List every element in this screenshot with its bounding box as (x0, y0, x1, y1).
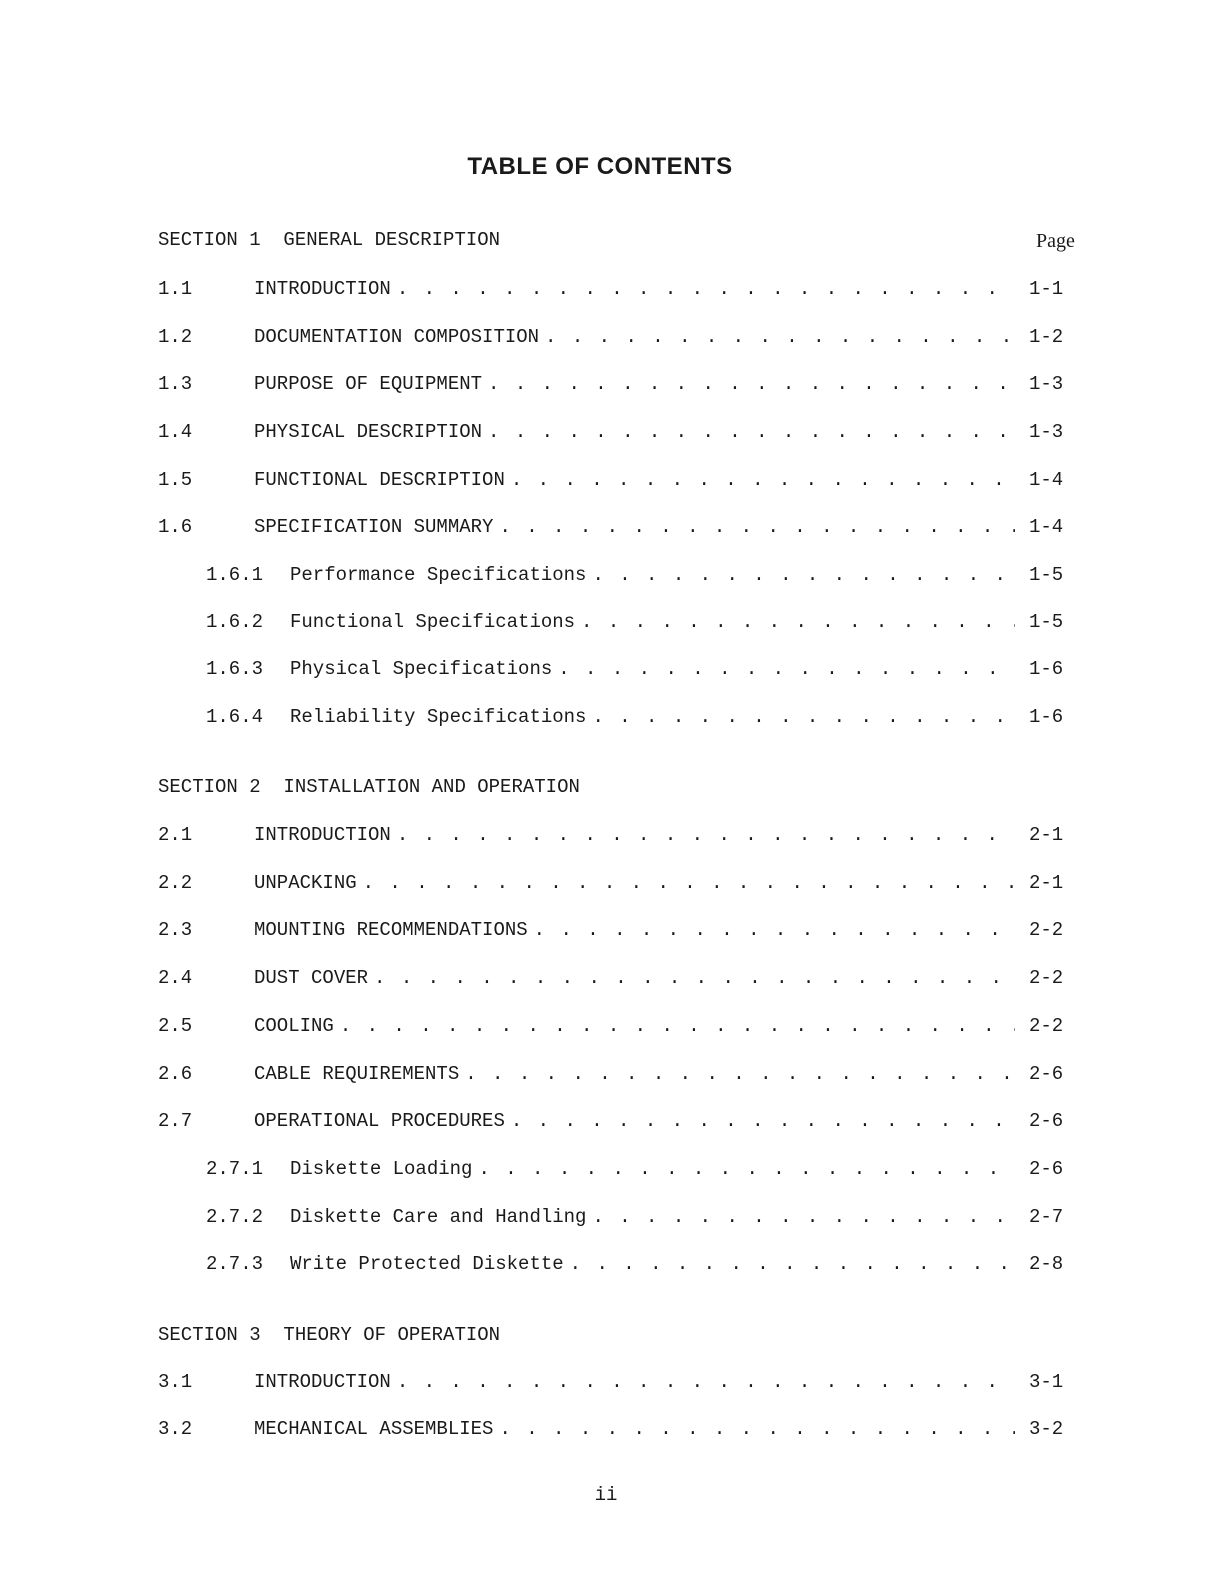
toc-subentry[interactable] (158, 607, 1073, 637)
entry-title: DOCUMENTATION COMPOSITION (254, 326, 540, 348)
entry-number: 2.7.2 (206, 1206, 264, 1228)
entry-title: Write Protected Diskette (290, 1253, 564, 1275)
dot-leader (478, 1154, 1015, 1184)
toc-entry[interactable] (158, 512, 1073, 542)
toc-subentry[interactable] (158, 1249, 1073, 1279)
entry-page: 1-5 (1029, 564, 1064, 586)
entry-page: 2-2 (1029, 919, 1064, 941)
entry-number: 2.7.3 (206, 1253, 264, 1275)
entry-title: UNPACKING (254, 872, 357, 894)
toc-entry[interactable] (158, 1367, 1073, 1397)
dot-leader (592, 560, 1015, 590)
entry-page: 1-6 (1029, 706, 1064, 728)
toc-entry[interactable] (158, 868, 1073, 898)
toc-entry[interactable] (158, 465, 1073, 495)
entry-number: 2.7 (158, 1110, 193, 1132)
entry-page: 1-6 (1029, 658, 1064, 680)
dot-leader (511, 465, 1015, 495)
entry-number: 2.4 (158, 967, 193, 989)
entry-number: 1.1 (158, 278, 193, 300)
entry-title: INTRODUCTION (254, 1371, 391, 1393)
entry-title: MOUNTING RECOMMENDATIONS (254, 919, 528, 941)
entry-number: 2.1 (158, 824, 193, 846)
entry-title: PURPOSE OF EQUIPMENT (254, 373, 483, 395)
entry-page: 1-3 (1029, 421, 1064, 443)
dot-leader (397, 1367, 1015, 1397)
entry-page: 1-4 (1029, 516, 1064, 538)
toc-subentry[interactable] (158, 654, 1073, 684)
dot-leader (581, 607, 1015, 637)
dot-leader (465, 1059, 1015, 1089)
entry-number: 1.6.1 (206, 564, 264, 586)
dot-leader (570, 1249, 1015, 1279)
toc-entry[interactable] (158, 274, 1073, 304)
dot-leader (397, 820, 1015, 850)
dot-leader (499, 1414, 1015, 1444)
dot-leader (488, 369, 1015, 399)
entry-title: INTRODUCTION (254, 824, 391, 846)
entry-number: 1.6 (158, 516, 193, 538)
page-number-footer: ii (594, 1484, 618, 1506)
entry-page: 2-6 (1029, 1110, 1064, 1132)
entry-page: 3-1 (1029, 1371, 1064, 1393)
dot-leader (511, 1106, 1015, 1136)
entry-title: SPECIFICATION SUMMARY (254, 516, 494, 538)
entry-title: COOLING (254, 1015, 334, 1037)
entry-title: CABLE REQUIREMENTS (254, 1063, 460, 1085)
toc-subentry[interactable] (158, 702, 1073, 732)
entry-page: 2-1 (1029, 872, 1064, 894)
dot-leader (397, 274, 1015, 304)
entry-title: Performance Specifications (290, 564, 587, 586)
entry-title: Physical Specifications (290, 658, 553, 680)
entry-title: PHYSICAL DESCRIPTION (254, 421, 483, 443)
dot-leader (488, 417, 1015, 447)
dot-leader (374, 963, 1015, 993)
entry-title: FUNCTIONAL DESCRIPTION (254, 469, 505, 491)
toc-entry[interactable] (158, 417, 1073, 447)
entry-page: 2-6 (1029, 1063, 1064, 1085)
dot-leader (363, 868, 1015, 898)
toc-entry[interactable] (158, 322, 1073, 352)
entry-title: OPERATIONAL PROCEDURES (254, 1110, 505, 1132)
entry-number: 1.5 (158, 469, 193, 491)
entry-title: Diskette Loading (290, 1158, 473, 1180)
toc-entry[interactable] (158, 820, 1073, 850)
entry-page: 2-2 (1029, 967, 1064, 989)
dot-leader (545, 322, 1015, 352)
dot-leader (534, 915, 1015, 945)
toc-entry[interactable] (158, 1414, 1073, 1444)
entry-number: 1.6.4 (206, 706, 264, 728)
entry-page: 1-4 (1029, 469, 1064, 491)
section-heading: SECTION 1 GENERAL DESCRIPTION (158, 229, 501, 251)
toc-entry[interactable] (158, 963, 1073, 993)
entry-page: 1-5 (1029, 611, 1064, 633)
entry-number: 3.1 (158, 1371, 193, 1393)
entry-page: 1-3 (1029, 373, 1064, 395)
toc-entry[interactable] (158, 915, 1073, 945)
dot-leader (592, 702, 1015, 732)
entry-number: 2.7.1 (206, 1158, 264, 1180)
entry-page: 2-6 (1029, 1158, 1064, 1180)
entry-page: 2-7 (1029, 1206, 1064, 1228)
entry-page: 2-8 (1029, 1253, 1064, 1275)
entry-number: 1.6.3 (206, 658, 264, 680)
entry-number: 1.6.2 (206, 611, 264, 633)
toc-entry[interactable] (158, 1059, 1073, 1089)
dot-leader (340, 1011, 1015, 1041)
entry-number: 2.5 (158, 1015, 193, 1037)
dot-leader (558, 654, 1015, 684)
toc-entry[interactable] (158, 1011, 1073, 1041)
entry-title: INTRODUCTION (254, 278, 391, 300)
entry-number: 1.4 (158, 421, 193, 443)
section-heading: SECTION 3 THEORY OF OPERATION (158, 1324, 501, 1346)
dot-leader (499, 512, 1015, 542)
entry-page: 2-2 (1029, 1015, 1064, 1037)
page-column-label: Page (1036, 230, 1075, 252)
entry-page: 1-1 (1029, 278, 1064, 300)
toc-subentry[interactable] (158, 1202, 1073, 1232)
entry-number: 2.6 (158, 1063, 193, 1085)
entry-title: Diskette Care and Handling (290, 1206, 587, 1228)
entry-number: 1.3 (158, 373, 193, 395)
toc-entry[interactable] (158, 1106, 1073, 1136)
entry-number: 1.2 (158, 326, 193, 348)
section-heading: SECTION 2 INSTALLATION AND OPERATION (158, 776, 580, 798)
toc-subentry[interactable] (158, 560, 1073, 590)
dot-leader (592, 1202, 1015, 1232)
entry-number: 2.3 (158, 919, 193, 941)
entry-page: 2-1 (1029, 824, 1064, 846)
entry-title: Reliability Specifications (290, 706, 587, 728)
entry-number: 2.2 (158, 872, 193, 894)
page-title: TABLE OF CONTENTS (467, 153, 733, 180)
entry-page: 1-2 (1029, 326, 1064, 348)
toc-subentry[interactable] (158, 1154, 1073, 1184)
entry-title: Functional Specifications (290, 611, 576, 633)
entry-page: 3-2 (1029, 1418, 1064, 1440)
entry-title: MECHANICAL ASSEMBLIES (254, 1418, 494, 1440)
toc-entry[interactable] (158, 369, 1073, 399)
entry-number: 3.2 (158, 1418, 193, 1440)
entry-title: DUST COVER (254, 967, 369, 989)
